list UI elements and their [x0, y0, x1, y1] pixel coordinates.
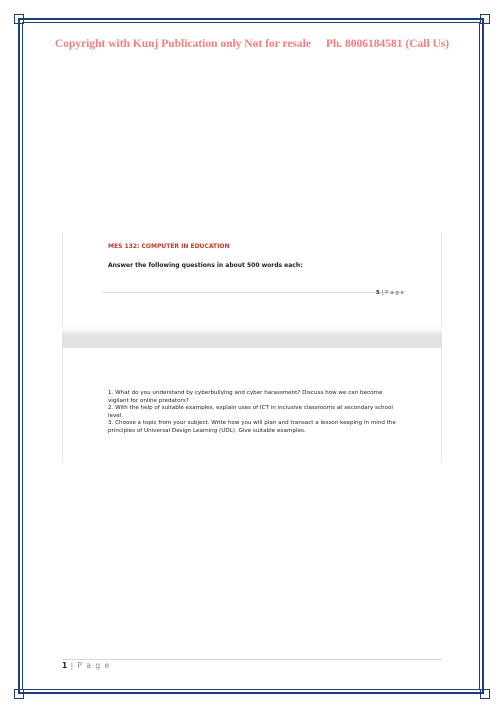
embed-edge — [441, 232, 442, 334]
corner-ornament — [480, 14, 490, 24]
footer-page-number — [62, 661, 110, 670]
embedded-page-label: | P a g e — [381, 290, 404, 296]
course-title: MES 132: COMPUTER IN EDUCATION — [108, 243, 230, 250]
question-item: 3. Choose a topic from your subject. Write how you will plan and transact a lesson keeping in mind the principles of Universal Design Learning (UDL). Give suitable examples. — [108, 420, 396, 434]
footer-page-label: | P a g e — [70, 661, 111, 670]
question-item: 2. With the help of suitable examples, explain uses of ICT in inclusive classrooms at secondary school level. — [108, 405, 393, 419]
copyright-header — [0, 38, 504, 50]
corner-ornament — [14, 14, 24, 24]
embed-edge — [62, 232, 63, 334]
embedded-page-top — [62, 232, 442, 334]
embed-edge — [62, 348, 63, 463]
copyright-text: Copyright with Kunj Publication only Not for resale — [54, 38, 311, 50]
embedded-page-number-value: 5 — [376, 290, 380, 296]
question-item: 1. What do you understand by cyberbullying and cyber harassment? Discuss how we can become vigilant for online predators? — [108, 390, 383, 404]
divider — [102, 292, 402, 293]
embedded-page-number — [376, 290, 404, 296]
footer-divider — [62, 659, 442, 660]
instruction-text: Answer the following questions in about 500 words each: — [108, 262, 303, 269]
page-shadow — [62, 326, 442, 334]
question-list — [108, 390, 398, 436]
corner-ornament — [14, 689, 24, 699]
embed-edge — [441, 348, 442, 463]
embedded-page-bottom — [62, 348, 442, 463]
footer-page-number-value: 1 — [62, 661, 68, 670]
corner-ornament — [480, 689, 490, 699]
phone-text: Ph. 8006184581 (Call Us) — [325, 38, 450, 50]
page-separator-band — [62, 334, 442, 348]
